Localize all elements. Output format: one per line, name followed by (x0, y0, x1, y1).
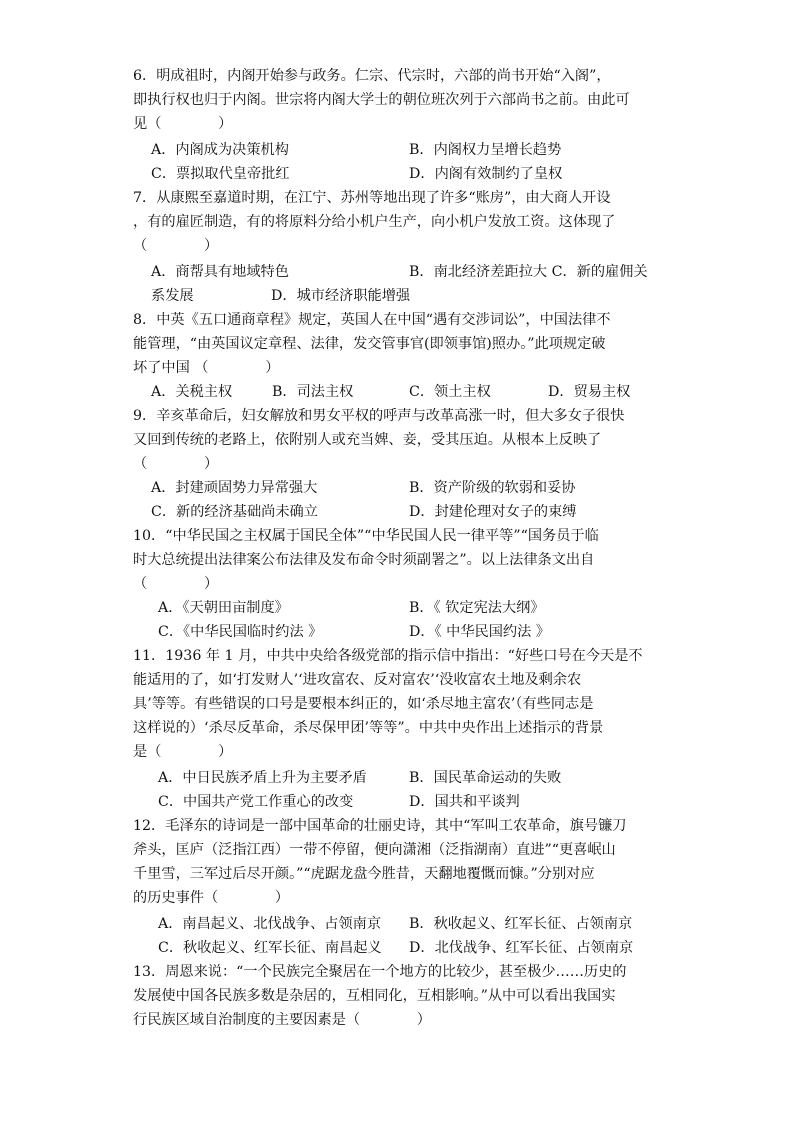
question-6-line-3: 见（ ） (133, 116, 233, 132)
question-12-option-c[interactable]: C．秋收起义、红军长征、南昌起义 (158, 940, 382, 956)
question-7-option-a[interactable]: A．商帮具有地域特色 (151, 264, 289, 280)
question-11-line-2: 能适用的了，如‘打发财人’‘进攻富农、反对富农’‘没收富农土地及剩余农 (133, 672, 582, 688)
question-7-line-3: （ ） (133, 238, 219, 254)
question-8-line-2: 能管理，“由英国议定章程、法律，发交管事官(即领事馆)照办。”此项规定破 (133, 336, 606, 352)
question-12-option-a[interactable]: A．南昌起义、北伐战争、占领南京 (158, 916, 382, 932)
question-6-line-1: 6．明成祖时，内阁开始参与政务。仁宗、代宗时，六部的尚书开始“入阁”， (133, 68, 611, 84)
question-10-option-c[interactable]: C．《中华民国临时约法 》 (158, 624, 323, 640)
question-6-option-a[interactable]: A．内阁成为决策机构 (151, 142, 289, 158)
question-9-option-b[interactable]: B．资产阶级的软弱和妥协 (409, 480, 576, 496)
question-7-option-c-continued[interactable]: 系发展 (151, 288, 194, 304)
question-11-option-a[interactable]: A．中日民族矛盾上升为主要矛盾 (158, 770, 367, 786)
question-9-line-2: 又回到传统的老路上，依附别人或充当婢、妾，受其压迫。从根本上反映了 (133, 432, 602, 448)
question-13-line-1: 13．周恩来说：“一个民族完全聚居在一个地方的比较少，甚至极少……历史的 (133, 964, 627, 980)
question-10-option-a[interactable]: A．《天朝田亩制度》 (158, 600, 289, 616)
question-9-option-c[interactable]: C．新的经济基础尚未确立 (151, 504, 318, 520)
question-10-line-2: 时大总统提出法律案公布法律及发布命令时须副署之”。以上法律条文出自 (133, 552, 595, 568)
question-12-line-2: 斧头，匡庐（泛指江西）一带不停留，便向潇湘（泛指湖南）直进”“更喜岷山 (133, 842, 616, 858)
question-7-option-d[interactable]: D．城市经济职能增强 (271, 288, 411, 304)
question-11-line-4: 这样说的）‘杀尽反革命，杀尽保甲团’等等”。中共中央作出上述指示的背景 (133, 720, 604, 736)
question-8-line-1: 8．中英《五口通商章程》规定，英国人在中国“遇有交涉词讼”，中国法律不 (133, 312, 611, 328)
question-12-line-1: 12．毛泽东的诗词是一部中国革命的壮丽史诗，其中“军叫工农革命，旗号镰刀 (133, 818, 627, 834)
question-11-line-3: 具’等等。有些错误的口号是要根本纠正的，如‘杀尽地主富农’（有些同志是 (133, 696, 594, 712)
question-11-line-1: 11．1936 年 1 月，中共中央给各级党部的指示信中指出：“好些口号在今天是不 (133, 648, 643, 664)
question-6-option-c[interactable]: C．票拟取代皇帝批红 (151, 166, 290, 182)
question-12-line-4: 的历史事件（ ） (133, 890, 290, 906)
question-13-line-2: 发展使中国各民族多数是杂居的，互相同化，互相影响。”从中可以看出我国实 (133, 988, 616, 1004)
question-7-line-2: ，有的雇匠制造，有的将原料分给小机户生产，向小机户发放工资。这体现了 (133, 214, 616, 230)
question-11-option-d[interactable]: D．国共和平谈判 (409, 794, 520, 810)
question-7-line-1: 7．从康熙至嘉道时期，在江宁、苏州等地出现了许多“账房”，由大商人开设 (133, 190, 611, 206)
question-10-option-b[interactable]: B．《 钦定宪法大纲》 (409, 600, 545, 616)
question-9-option-a[interactable]: A．封建顽固势力异常强大 (151, 480, 318, 496)
question-9-line-3: （ ） (133, 456, 219, 472)
question-12-option-d[interactable]: D．北伐战争、红军长征、占领南京 (409, 940, 634, 956)
question-11-option-b[interactable]: B．国民革命运动的失败 (409, 770, 562, 786)
question-8-option-a[interactable]: A．关税主权 (151, 384, 233, 400)
question-9-line-1: 9．辛亥革命后，妇女解放和男女平权的呼声与改革高涨一时，但大多女子很快 (133, 408, 625, 424)
question-12-line-3: 千里雪，三军过后尽开颜。”“虎踞龙盘今胜昔，天翻地覆慨而慷。”分别对应 (133, 866, 595, 882)
question-11-line-5: 是（ ） (133, 744, 233, 760)
question-10-line-3: （ ） (133, 576, 219, 592)
question-11-option-c[interactable]: C．中国共产党工作重心的改变 (158, 794, 354, 810)
question-8-option-c[interactable]: C．领土主权 (409, 384, 491, 400)
question-7-option-b-c[interactable]: B．南北经济差距拉大 C．新的雇佣关 (409, 264, 648, 280)
question-13-line-3: 行民族区域自治制度的主要因素是（ ） (133, 1012, 431, 1028)
question-9-option-d[interactable]: D．封建伦理对女子的束缚 (409, 504, 577, 520)
question-12-option-b[interactable]: B．秋收起义、红军长征、占领南京 (409, 916, 633, 932)
question-6-option-b[interactable]: B．内阁权力呈增长趋势 (409, 142, 562, 158)
question-8-option-d[interactable]: D．贸易主权 (548, 384, 631, 400)
question-10-line-1: 10．“中华民国之主权属于国民全体”“中华民国人民一律平等”“国务员于临 (133, 528, 599, 544)
question-10-option-d[interactable]: D．《 中华民国约法 》 (409, 624, 550, 640)
question-8-line-3: 坏了中国 （ ） (133, 360, 280, 376)
question-6-option-d[interactable]: D．内阁有效制约了皇权 (409, 166, 563, 182)
question-8-option-b[interactable]: B．司法主权 (272, 384, 354, 400)
question-6-line-2: 即执行权也归于内阁。世宗将内阁大学士的朝位班次列于六部尚书之前。由此可 (133, 92, 630, 108)
